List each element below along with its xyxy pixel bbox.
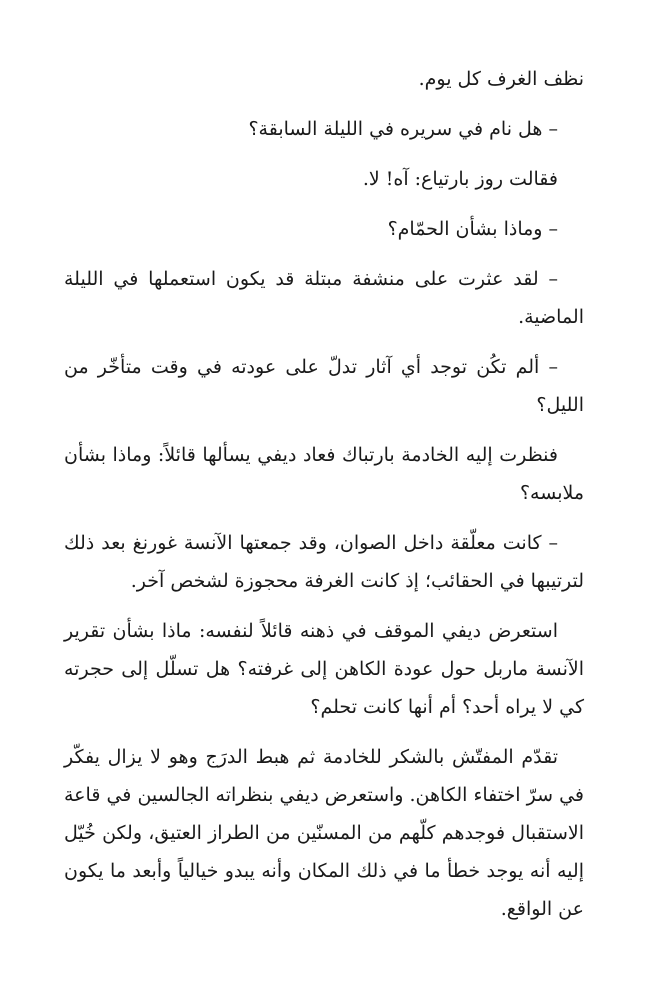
paragraph-2: – هل نام في سريره في الليلة السابقة؟ [248,118,558,140]
book-page [64,60,584,940]
paragraph-9: استعرض ديفي الموقف في ذهنه قائلاً لنفسه: ماذا بشأن تقرير الآنسة ماربل حول عودة الكاهن إلى غرفته؟ هل تسلّل إلى حجرته كي لا يراه أحد؟ أم أنها كانت تحلم؟ [64,620,584,718]
paragraph-3: فقالت روز بارتياع: آه! لا. [362,168,558,190]
paragraph-8: – كانت معلّقة داخل الصوان، وقد جمعتها الآنسة غورنغ بعد ذلك لترتيبها في الحقائب؛ إذ كانت الغرفة محجوزة لشخص آخر. [64,532,584,592]
paragraph-5: – لقد عثرت على منشفة مبتلة قد يكون استعملها في الليلة الماضية. [64,268,584,328]
paragraph-1: نظف الغرف كل يوم. [418,68,584,90]
paragraph-4: – وماذا بشأن الحمّام؟ [387,218,558,240]
paragraph-10: تقدّم المفتّش بالشكر للخادمة ثم هبط الدرَج وهو لا يزال يفكّر في سرّ اختفاء الكاهن. واستعرض ديفي بنظراته الجالسين في قاعة الاستقبال فوجدهم كلّهم من المسنّين من الطراز العتيق، ولكن خُيّل إليه أنه يوجد خطأ ما في ذلك المكان وأنه يبدو خيالياً وأبعد ما يكون عن الواقع. [64,746,584,920]
paragraph-7: فنظرت إليه الخادمة بارتباك فعاد ديفي يسألها قائلاً: وماذا بشأن ملابسه؟ [64,444,584,504]
paragraph-6: – ألم تكُن توجد أي آثار تدلّ على عودته في وقت متأخّر من الليل؟ [64,356,584,416]
